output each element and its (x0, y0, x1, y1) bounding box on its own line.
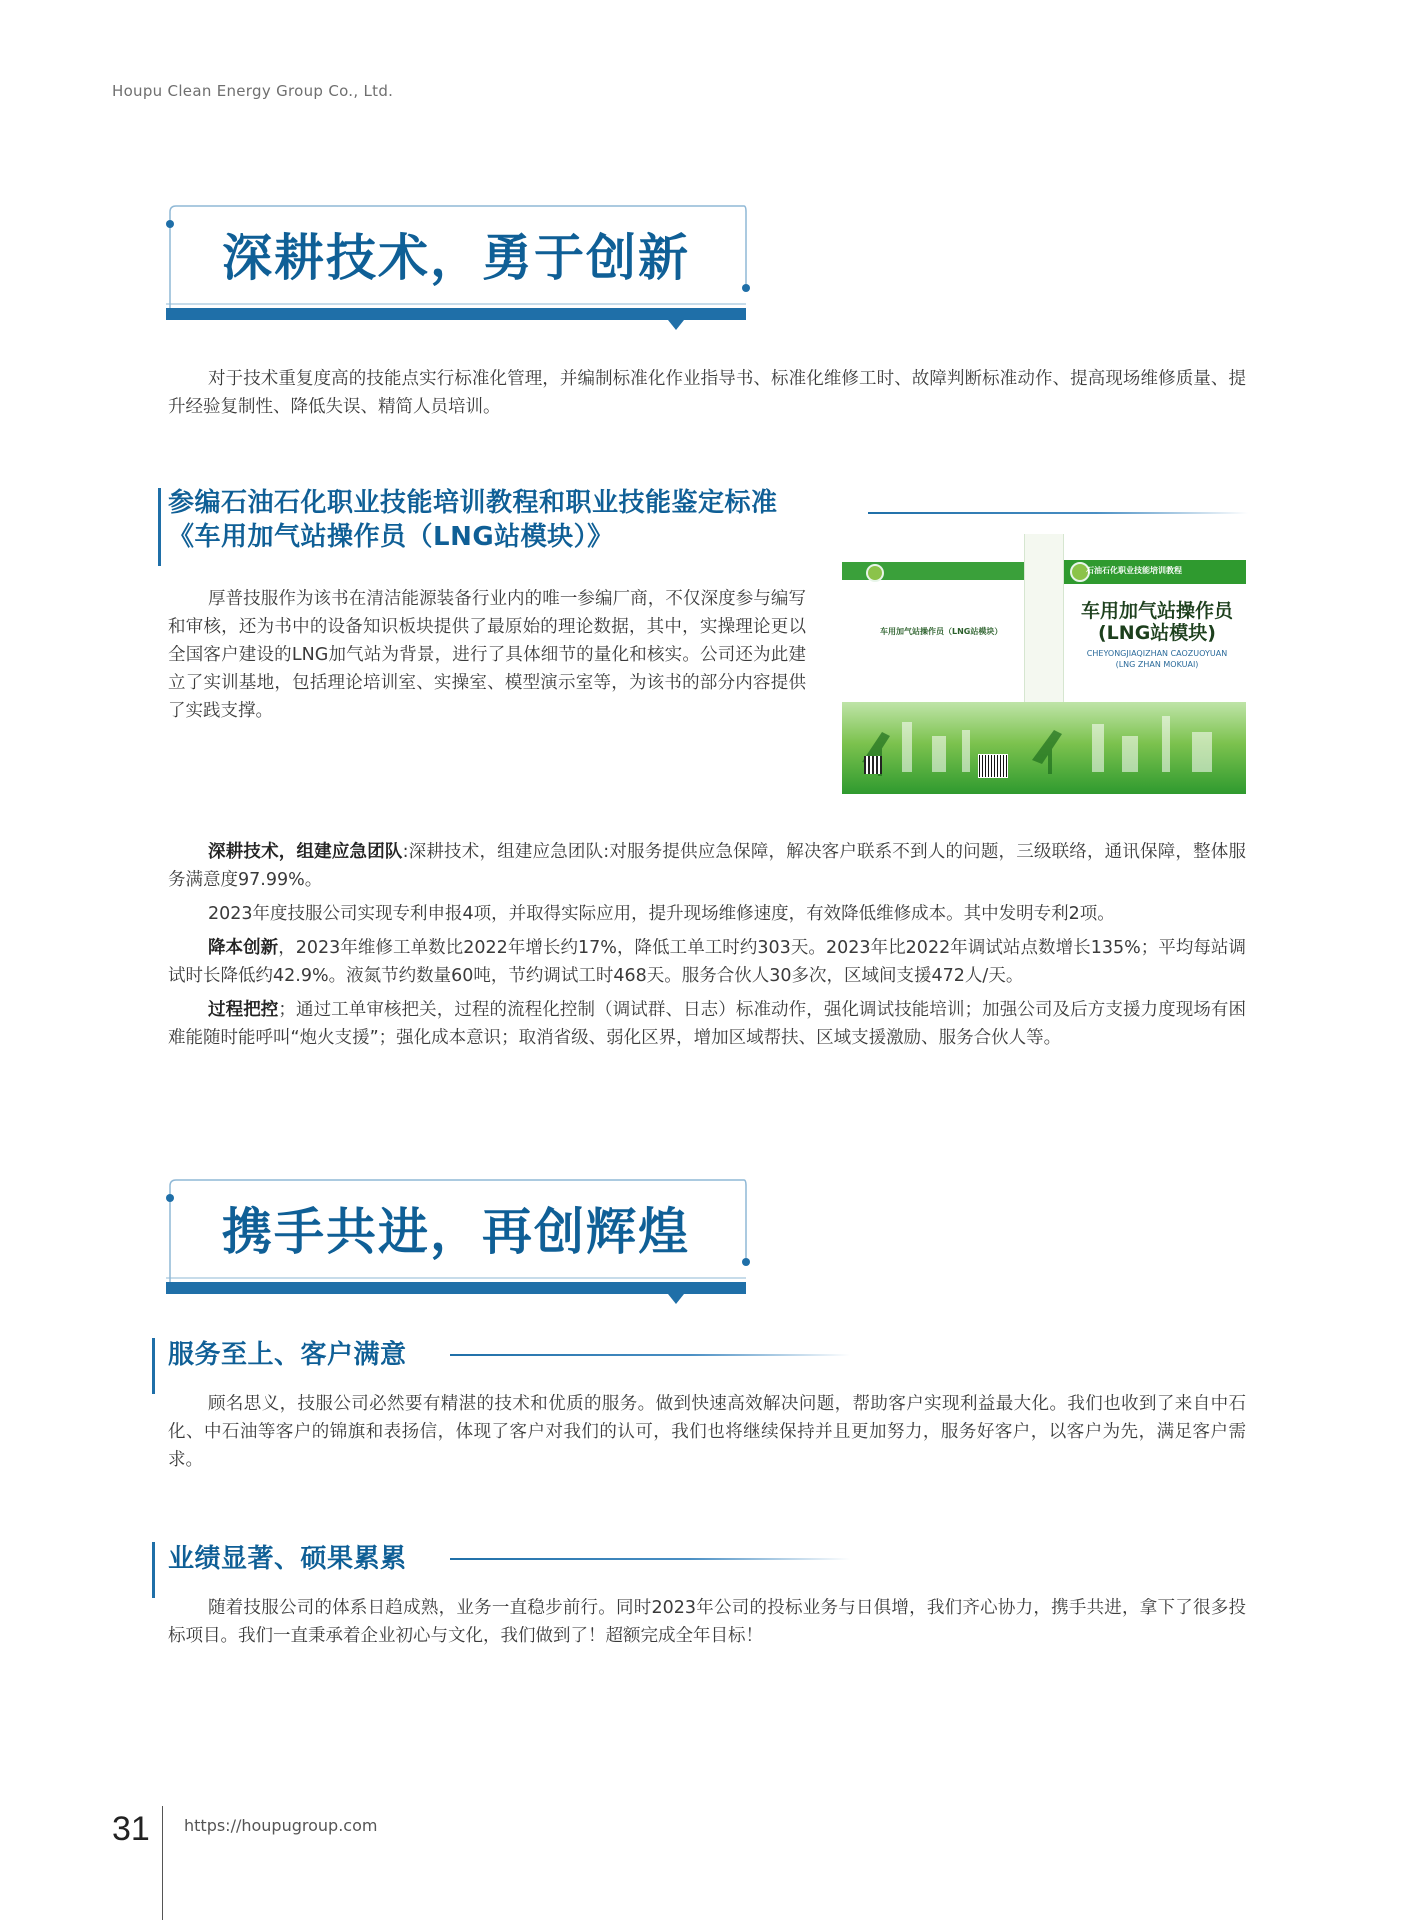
subsection-title-line2: 《车用加气站操作员（LNG站模块）》 (168, 522, 614, 552)
paragraph-emergency-team: 深耕技术，组建应急团队:深耕技术，组建应急团队:对服务提供应急保障，解决客户联系不到人的问题，三级联络，通讯保障，整体服务满意度97.99%。 (168, 842, 1246, 890)
subsection-accent-bar (152, 1542, 155, 1598)
subsection-paragraph: 厚普技服作为该书在清洁能源装备行业内的唯一参编厂商，不仅深度参与编写和审核，还为书中的设备知识板块提供了最原始的理论数据，其中，实操理论更以全国客户建设的LNG加气站为背景，进行了具体细节的量化和核实。公司还为此建立了实训基地，包括理论培训室、实操室、模型演示室等，为该书的部分内容提供了实践支撑。 (168, 589, 806, 721)
publisher-logo-icon (866, 564, 884, 582)
subsection-accent-bar (152, 1338, 155, 1394)
subsection-text-block (168, 585, 806, 725)
company-name: Houpu Clean Energy Group Co., Ltd. (112, 82, 394, 100)
subsection-rule (450, 1558, 850, 1560)
paragraph-cost-innovation: 降本创新，2023年维修工单数比2022年增长约17%，降低工单工时约303天。2023年比2022年调试站点数增长135%；平均每站调试时长降低约42.9%。液氮节约数量60吨，节约调试工时468天。服务合伙人30多次，区域间支援472人/天。 (168, 938, 1246, 986)
page-number: 31 (112, 1810, 150, 1848)
subsection-rule (450, 1354, 850, 1356)
section-title: 深耕技术，勇于创新 (222, 229, 690, 287)
results-paragraph: 随着技服公司的体系日趋成熟，业务一直稳步前行。同时2023年公司的投标业务与日俱增，我们齐心协力，携手共进，拿下了很多投标项目。我们一直秉承着企业初心与文化，我们做到了！超额完成全年目标！ (168, 1598, 1246, 1646)
footer-divider (162, 1806, 163, 1920)
paragraph-patents: 2023年度技服公司实现专利申报4项，并取得实际应用，提升现场维修速度，有效降低维修成本。其中发明专利2项。 (208, 904, 1115, 924)
section-title: 携手共进，再创辉煌 (222, 1203, 690, 1261)
book-back-title: 车用加气站操作员（LNG站模块） (880, 627, 1003, 636)
section1-details (168, 838, 1246, 1052)
section-heading-cooperation (166, 1174, 746, 1280)
service-paragraph: 顾名思义，技服公司必然要有精湛的技术和优质的服务。做到快速高效解决问题，帮助客户实现利益最大化。我们也收到了来自中石化、中石油等客户的锦旗和表扬信，体现了客户对我们的认可，我们也将继续保持并且更加努力，服务好客户，以客户为先，满足客户需求。 (168, 1394, 1246, 1470)
intro-text-block (168, 365, 1246, 421)
results-text-block (168, 1594, 1246, 1650)
subsection-title-line1: 参编石油石化职业技能培训教程和职业技能鉴定标准 (168, 488, 778, 518)
barcode-icon (978, 754, 1008, 778)
book-series-label: 石油石化职业技能培训教程 (1086, 566, 1182, 575)
intro-paragraph: 对于技术重复度高的技能点实行标准化管理，并编制标准化作业指导书、标准化维修工时、故障判断标准动作、提高现场维修质量、提升经验复制性、降低失误、精简人员培训。 (168, 369, 1246, 417)
section-heading-innovation (166, 200, 746, 306)
subsection-service-title: 服务至上、客户满意 (168, 1340, 407, 1370)
book-cover-image (842, 534, 1246, 794)
qr-code-icon (864, 756, 882, 774)
paragraph-process-control: 过程把控；通过工单审核把关，过程的流程化控制（调试群、日志）标准动作，强化调试技能培训；加强公司及后方支援力度现场有困难能随时能呼叫“炮火支援”；强化成本意识；取消省级、弱化区界，增加区域帮扶、区域支援激励、服务合伙人等。 (168, 1000, 1247, 1048)
book-industrial-illustration (842, 702, 1246, 794)
subsection-results-title: 业绩显著、硕果累累 (168, 1544, 407, 1574)
subsection-rule (868, 512, 1248, 514)
service-text-block (168, 1390, 1246, 1474)
book-pinyin: CHEYONGJIAQIZHAN CAOZUOYUAN (LNG ZHAN MOKUAI) (1086, 649, 1228, 669)
book-title: 车用加气站操作员 (LNG站模块) (1080, 600, 1233, 644)
subsection-accent-bar (158, 488, 161, 566)
footer-url-link[interactable]: https://houpugroup.com (184, 1816, 378, 1835)
